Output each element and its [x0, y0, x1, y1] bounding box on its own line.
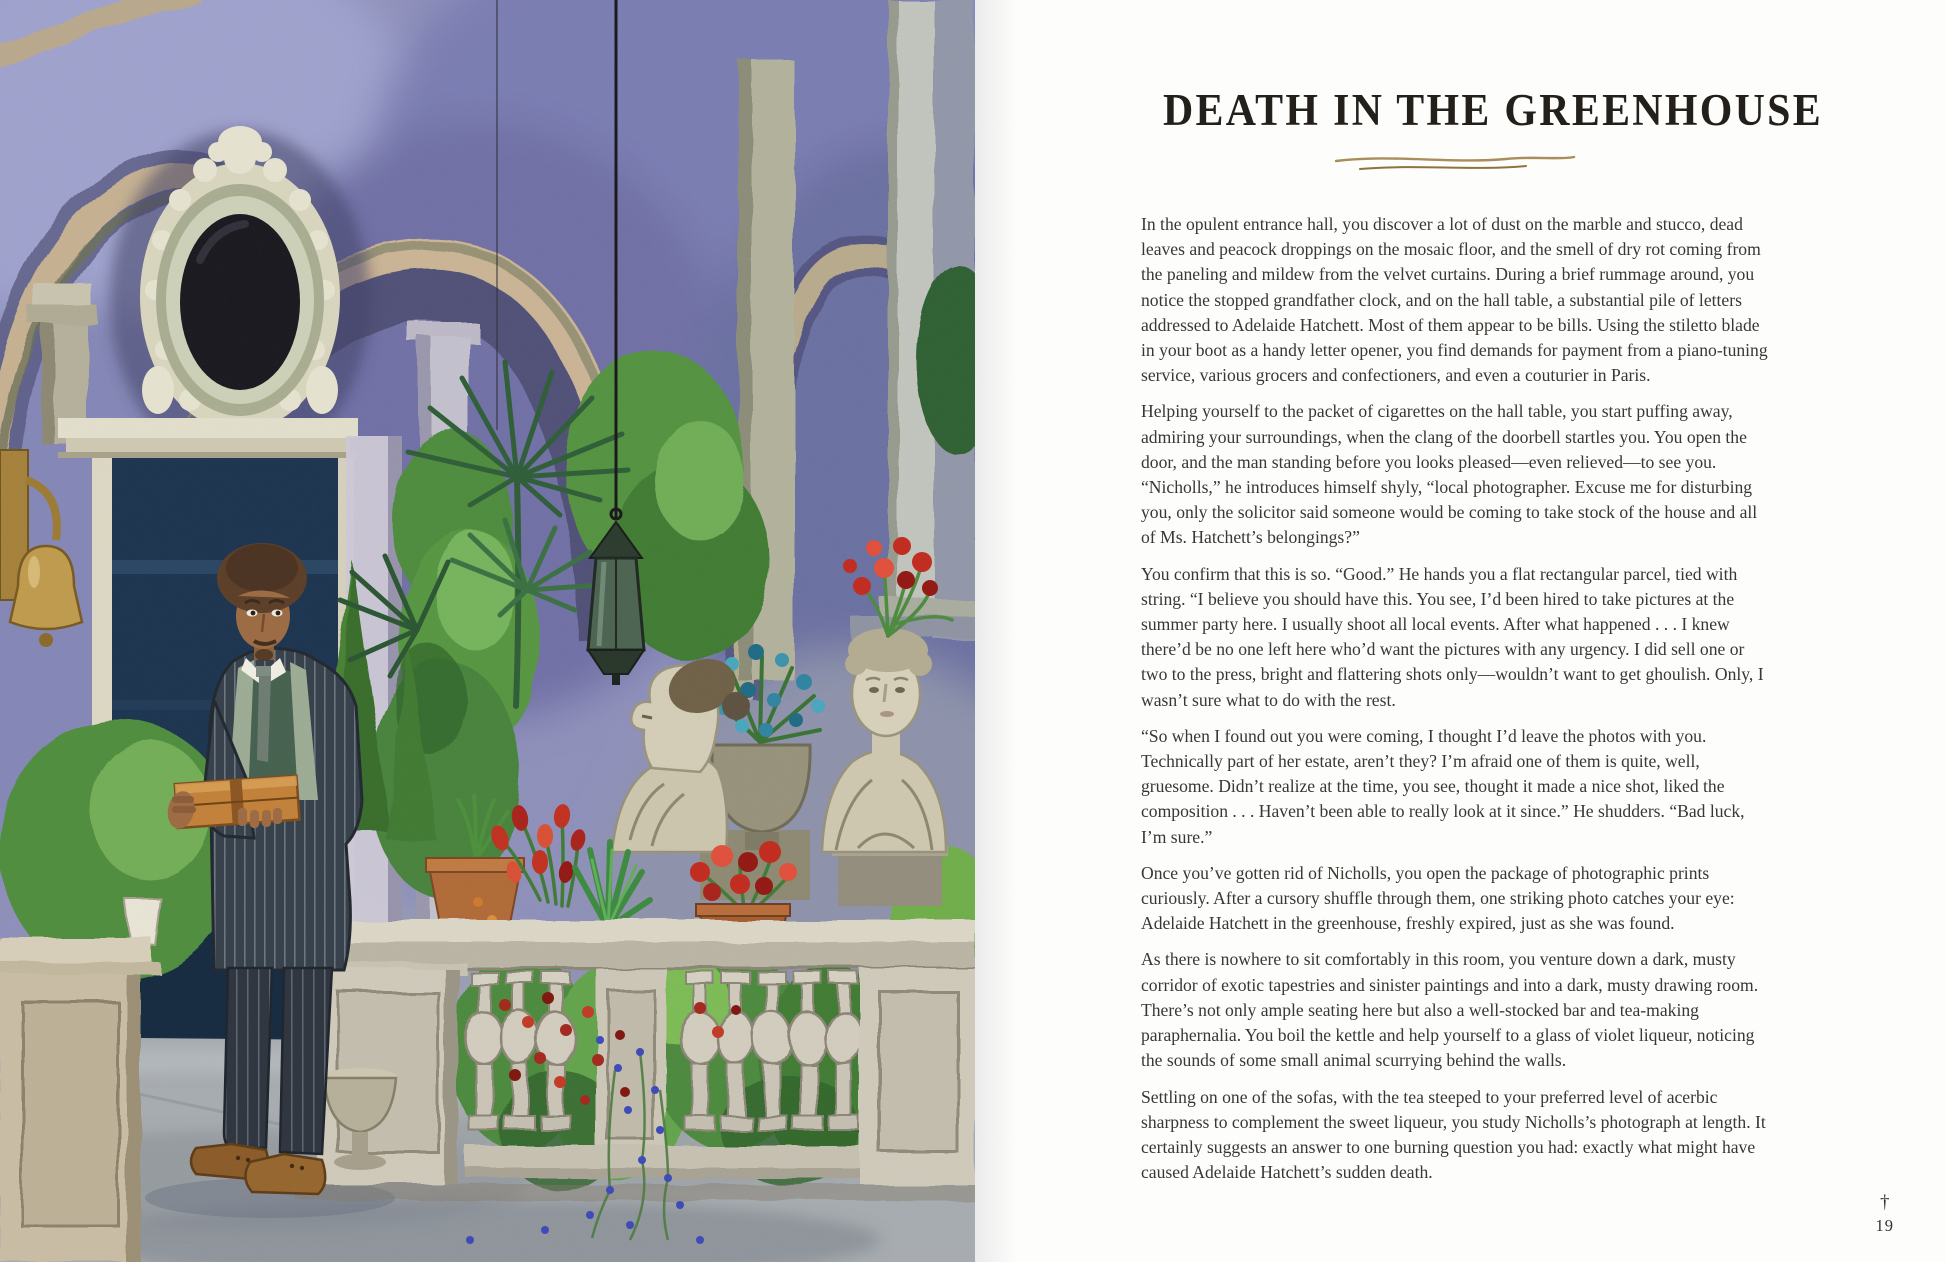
story-paragraph: Once you’ve gotten rid of Nicholls, you open the package of photographic prints curiously. After a cursory shuffle through them, one striking photo catches your eye: Adelaide Hatchett in the greenhouse, freshly expired, just as she was found.	[1141, 862, 1735, 934]
title-flourish-icon	[1330, 152, 1580, 176]
page-folio	[1876, 1193, 1895, 1236]
story-paragraph: As there is nowhere to sit comfortably in this room, you venture down a dark, musty corridor of exotic tapestries and sinister paintings and into a dark, musty drawing room. There’s not only ample seating here but also a well-stocked bar and tea-making paraphernalia. You boil the kettle and help yourself to a glass of violet liqueur, noticing the sounds of some small animal scurrying behind the walls.	[1141, 949, 1759, 1071]
story-paragraph: Settling on one of the sofas, with the tea steeped to your preferred level of acerbic sharpness to complement the sweet liqueur, you study Nicholls’s photograph at length. It certainly suggests an answer to one burning question you had: exactly what might have caused Adelaide Hatchett’s sudden death.	[1141, 1086, 1766, 1183]
chapter-title: DEATH IN THE GREENHOUSE	[1162, 85, 1824, 135]
story-paragraph: “So when I found out you were coming, I thought I’d leave the photos with you. Technically part of her estate, aren’t they? I’m afraid one of them is quite, well, gruesome. Didn’t realize at the time, you see, thought it made a nice shot, liked the composition . . . Haven’t been able to really look at it since.” He shudders. “Bad luck, I’m sure.”	[1141, 725, 1745, 847]
story-paragraph: Helping yourself to the packet of cigarettes on the hall table, you start puffing away, admiring your surroundings, when the clang of the doorbell startles you. You open the door, and the man standing before you looks pleased—even relieved—to see you. “Nicholls,” he introduces himself shyly, “local photographer. Excuse me for disturbing you, only the solicitor said someone would be coming to take stock of the house and all of Ms. Hatchett’s belongings?”	[1141, 401, 1758, 548]
story-paragraph: You confirm that this is so. “Good.” He hands you a flat rectangular parcel, tied with string. “I believe you should have this. You see, I’d been hired to take pictures at the summer party here. I usually shoot all local events. After what happened . . . I knew there’d be no one left here who’d want the pictures with any urgency. I did sell one or two to the press, bright and flattering shots only—wouldn’t want to get ghoulish. Only, I wasn’t sure what to do with the rest.	[1141, 563, 1764, 710]
story-paragraph: In the opulent entrance hall, you discover a lot of dust on the marble and stucco, dead leaves and peacock droppings on the mosaic floor, and the smell of dry rot coming from the paneling and mildew from the velvet curtains. During a brief rummage around, you notice the stopped grandfather clock, and on the hall table, a substantial pile of letters addressed to Adelaide Hatchett. Most of them appear to be bills. Using the stiletto blade in your boot as a handy letter opener, you find demands for payment from a piano-tuning service, various grocers and confectioners, and even a couturier in Paris.	[1141, 214, 1768, 386]
page-number: 19	[1875, 1216, 1894, 1235]
story-page	[975, 0, 1946, 1262]
story-body	[1141, 212, 1768, 1185]
dagger-icon: †	[1880, 1192, 1890, 1213]
